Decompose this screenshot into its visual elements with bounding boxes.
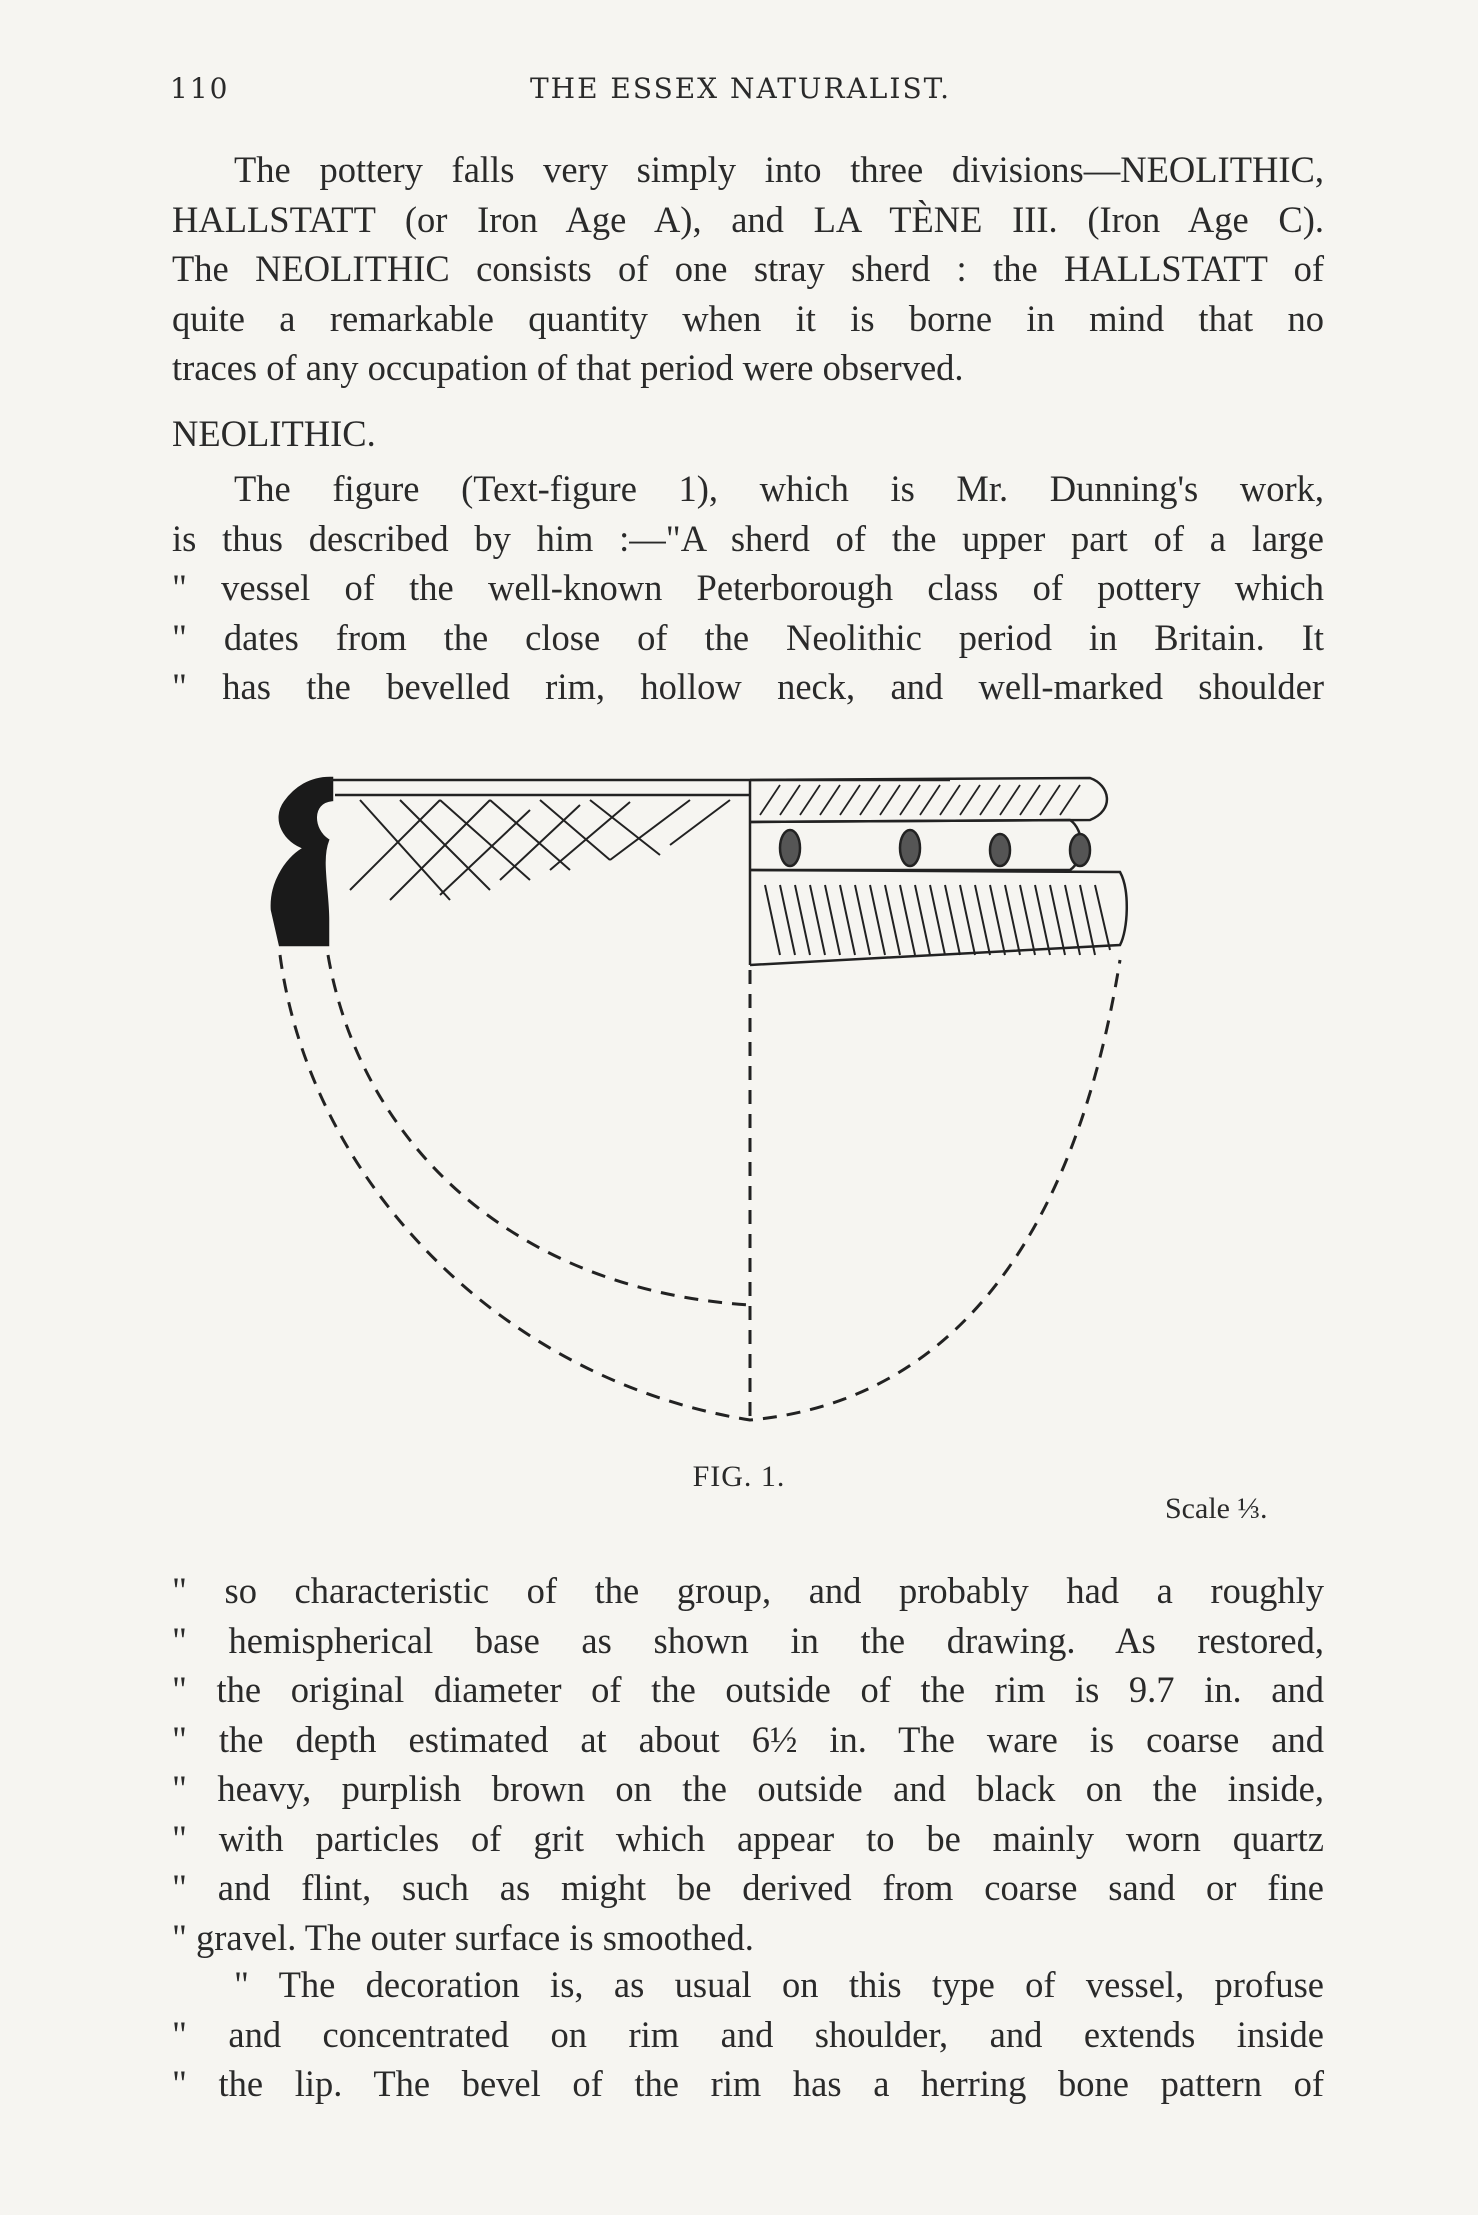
text-line: The NEOLITHIC consists of one stray sherd : the HALLSTATT of — [172, 248, 1324, 289]
text-line: The pottery falls very simply into three divisions—NEOLITHIC, — [234, 149, 1324, 190]
finger-pits — [780, 830, 1090, 866]
text-line: " and flint, such as might be derived from coarse sand or fine — [172, 1867, 1324, 1908]
running-title: THE ESSEX NATURALIST. — [530, 72, 952, 105]
text-line: " heavy, purplish brown on the outside and black on the inside, — [172, 1768, 1324, 1809]
text-line: " dates from the close of the Neolithic period in Britain. It — [172, 616, 1324, 658]
text-line: " hemispherical base as shown in the drawing. As restored, — [172, 1619, 1324, 1661]
text-line: " and concentrated on rim and shoulder, and extends inside — [172, 2013, 1324, 2055]
text-line: " gravel. The outer surface is smoothed. — [172, 1916, 754, 1958]
lattice-pattern — [350, 800, 730, 900]
herringbone-pattern — [760, 785, 1080, 815]
text-line: quite a remarkable quantity when it is borne in mind that no — [172, 297, 1324, 339]
figure-scale: Scale ⅓. — [1165, 1492, 1268, 1525]
page-number: 110 — [170, 72, 230, 105]
paragraph-figure-description — [172, 464, 1324, 712]
text-line: " vessel of the well-known Peterborough class of pottery which — [172, 567, 1324, 608]
text-line: is thus described by him :—"A sherd of the upper part of a large — [172, 517, 1324, 559]
section-heading: NEOLITHIC. — [172, 413, 376, 454]
text-line: " The decoration is, as usual on this type of vessel, profuse — [234, 1964, 1324, 2005]
restored-outline — [280, 955, 1120, 1420]
text-line: " so characteristic of the group, and probably had a roughly — [172, 1570, 1324, 1611]
paragraph-decoration — [172, 1960, 1324, 2109]
paragraph-sherd-details — [172, 1566, 1324, 1962]
figure-caption: FIG. 1. — [692, 1460, 786, 1493]
text-line: " the lip. The bevel of the rim has a herring bone pattern of — [172, 2063, 1324, 2104]
text-line: HALLSTATT (or Iron Age A), and LA TÈNE III. (Iron Age C). — [172, 198, 1324, 240]
text-line: The figure (Text-figure 1), which is Mr. Dunning's work, — [234, 468, 1324, 509]
pottery-figure — [250, 760, 1250, 1460]
incised-strokes — [765, 885, 1110, 955]
text-line: " has the bevelled rim, hollow neck, and well-marked shoulder — [172, 666, 1324, 707]
text-line: traces of any occupation of that period were observed. — [172, 347, 964, 388]
rim-section-profile — [272, 778, 332, 945]
text-line: " the original diameter of the outside of the rim is 9.7 in. and — [172, 1669, 1324, 1710]
paragraph-pottery-divisions — [172, 145, 1324, 393]
text-line: " with particles of grit which appear to be mainly worn quartz — [172, 1817, 1324, 1859]
text-line: " the depth estimated at about 6½ in. The ware is coarse and — [172, 1718, 1324, 1760]
